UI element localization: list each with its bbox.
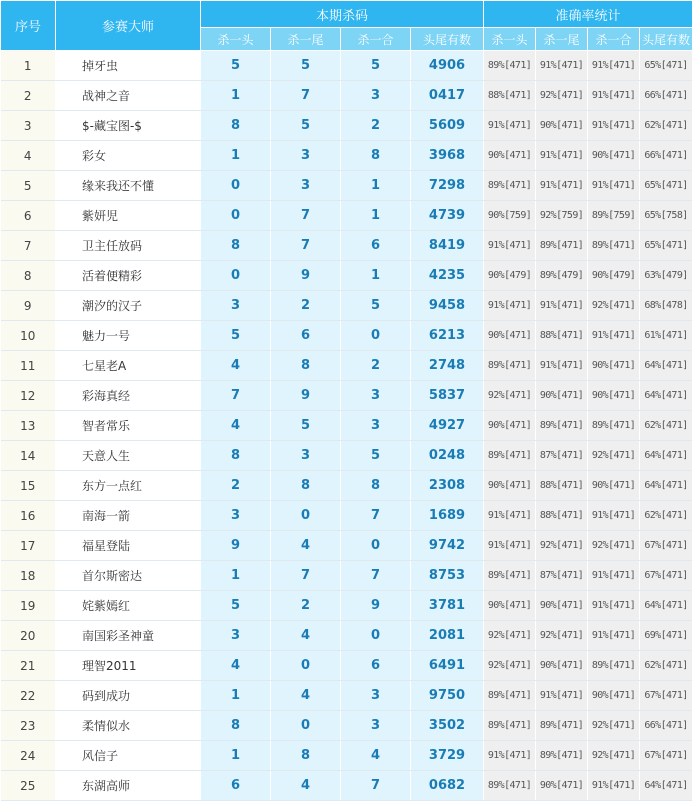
kill-tail: 2 [271,591,341,621]
accuracy-tail: 90%[471] [536,381,588,411]
kill-head: 6 [201,771,271,801]
master-name: 南海一箭 [56,501,201,531]
accuracy-head: 89%[471] [484,51,536,81]
accuracy-sum: 91%[471] [588,171,640,201]
row-index: 5 [1,171,56,201]
accuracy-headtail: 62%[471] [640,411,692,441]
table-row [1,531,692,561]
kill-headtail: 0682 [411,771,484,801]
accuracy-tail: 89%[471] [536,711,588,741]
accuracy-tail: 91%[471] [536,141,588,171]
kill-headtail: 9742 [411,531,484,561]
kill-sum: 1 [341,171,411,201]
table-row [1,441,692,471]
kill-tail: 5 [271,111,341,141]
table-row [1,51,692,81]
kill-sum: 5 [341,291,411,321]
accuracy-headtail: 62%[471] [640,501,692,531]
kill-head: 7 [201,381,271,411]
accuracy-headtail: 65%[758] [640,201,692,231]
accuracy-sum: 91%[471] [588,111,640,141]
row-index: 16 [1,501,56,531]
kill-tail: 0 [271,501,341,531]
kill-sum: 0 [341,621,411,651]
accuracy-headtail: 65%[471] [640,51,692,81]
master-name: 魅力一号 [56,321,201,351]
kill-head: 4 [201,651,271,681]
master-name: 码到成功 [56,681,201,711]
kill-sum: 7 [341,501,411,531]
row-index: 17 [1,531,56,561]
accuracy-tail: 87%[471] [536,441,588,471]
master-name: $-藏宝图-$ [56,111,201,141]
accuracy-head: 89%[471] [484,171,536,201]
kill-headtail: 3968 [411,141,484,171]
table-row [1,771,692,801]
accuracy-tail: 88%[471] [536,321,588,351]
accuracy-tail: 87%[471] [536,561,588,591]
table-row [1,711,692,741]
kill-sum: 4 [341,741,411,771]
accuracy-head: 89%[471] [484,681,536,711]
kill-tail: 7 [271,201,341,231]
accuracy-tail: 89%[471] [536,231,588,261]
table-row [1,411,692,441]
row-index: 23 [1,711,56,741]
accuracy-head: 91%[471] [484,501,536,531]
master-name: 风信子 [56,741,201,771]
accuracy-headtail: 62%[471] [640,651,692,681]
kill-head: 0 [201,261,271,291]
master-name: 首尔斯密达 [56,561,201,591]
table-row [1,231,692,261]
accuracy-sum: 91%[471] [588,771,640,801]
kill-headtail: 6213 [411,321,484,351]
row-index: 1 [1,51,56,81]
row-index: 22 [1,681,56,711]
master-name: 智者常乐 [56,411,201,441]
accuracy-tail: 90%[471] [536,651,588,681]
accuracy-tail: 91%[471] [536,351,588,381]
accuracy-tail: 91%[471] [536,291,588,321]
kill-sum: 3 [341,411,411,441]
row-index: 3 [1,111,56,141]
row-index: 7 [1,231,56,261]
accuracy-sum: 90%[471] [588,381,640,411]
kill-tail: 0 [271,651,341,681]
row-index: 20 [1,621,56,651]
header-accuracy-group: 准确率统计 [484,1,692,28]
kill-sum: 2 [341,351,411,381]
row-index: 18 [1,561,56,591]
kill-tail: 2 [271,291,341,321]
kill-headtail: 3502 [411,711,484,741]
kill-tail: 7 [271,561,341,591]
accuracy-headtail: 66%[471] [640,81,692,111]
kill-head: 5 [201,591,271,621]
master-name: 彩女 [56,141,201,171]
accuracy-head: 89%[471] [484,711,536,741]
accuracy-head: 92%[471] [484,381,536,411]
accuracy-tail: 90%[471] [536,771,588,801]
row-index: 4 [1,141,56,171]
accuracy-sum: 91%[471] [588,621,640,651]
header-kill-headtail: 头尾有数 [411,28,484,51]
row-index: 12 [1,381,56,411]
row-index: 14 [1,441,56,471]
accuracy-head: 89%[471] [484,351,536,381]
kill-tail: 6 [271,321,341,351]
accuracy-head: 91%[471] [484,741,536,771]
accuracy-head: 91%[471] [484,531,536,561]
kill-headtail: 9458 [411,291,484,321]
accuracy-head: 89%[471] [484,771,536,801]
accuracy-head: 88%[471] [484,81,536,111]
accuracy-head: 89%[471] [484,441,536,471]
kill-head: 4 [201,351,271,381]
kill-head: 3 [201,501,271,531]
accuracy-head: 92%[471] [484,651,536,681]
accuracy-head: 90%[471] [484,321,536,351]
kill-head: 8 [201,711,271,741]
kill-headtail: 4235 [411,261,484,291]
kill-headtail: 4739 [411,201,484,231]
kill-head: 1 [201,681,271,711]
row-index: 2 [1,81,56,111]
master-name: 南国彩圣神童 [56,621,201,651]
accuracy-tail: 91%[471] [536,51,588,81]
kill-head: 0 [201,171,271,201]
kill-sum: 9 [341,591,411,621]
accuracy-headtail: 63%[479] [640,261,692,291]
accuracy-sum: 91%[471] [588,591,640,621]
accuracy-sum: 91%[471] [588,51,640,81]
accuracy-sum: 89%[759] [588,201,640,231]
kill-sum: 3 [341,681,411,711]
accuracy-headtail: 66%[471] [640,141,692,171]
accuracy-tail: 92%[759] [536,201,588,231]
master-name: 战神之音 [56,81,201,111]
row-index: 19 [1,591,56,621]
accuracy-sum: 90%[471] [588,681,640,711]
accuracy-head: 90%[479] [484,261,536,291]
table-row [1,621,692,651]
accuracy-tail: 88%[471] [536,471,588,501]
master-name: 缘来我还不懂 [56,171,201,201]
row-index: 9 [1,291,56,321]
accuracy-sum: 91%[471] [588,501,640,531]
kill-sum: 3 [341,711,411,741]
accuracy-tail: 89%[471] [536,741,588,771]
kill-sum: 6 [341,231,411,261]
kill-headtail: 6491 [411,651,484,681]
kill-headtail: 9750 [411,681,484,711]
accuracy-sum: 90%[471] [588,351,640,381]
kill-head: 1 [201,141,271,171]
accuracy-sum: 91%[471] [588,81,640,111]
kill-sum: 6 [341,651,411,681]
accuracy-headtail: 62%[471] [640,111,692,141]
accuracy-headtail: 64%[471] [640,351,692,381]
accuracy-sum: 91%[471] [588,321,640,351]
kill-head: 1 [201,81,271,111]
kill-headtail: 5609 [411,111,484,141]
header-kill-head: 杀一头 [201,28,271,51]
row-index: 11 [1,351,56,381]
accuracy-head: 91%[471] [484,231,536,261]
kill-head: 5 [201,321,271,351]
header-kill-group: 本期杀码 [201,1,484,28]
master-name: 东湖高师 [56,771,201,801]
table-row [1,501,692,531]
header-acc-sum: 杀一合 [588,28,640,51]
kill-head: 1 [201,741,271,771]
kill-headtail: 4906 [411,51,484,81]
kill-sum: 3 [341,381,411,411]
table-row [1,291,692,321]
kill-tail: 4 [271,621,341,651]
accuracy-headtail: 61%[471] [640,321,692,351]
table-row [1,201,692,231]
accuracy-head: 91%[471] [484,111,536,141]
kill-sum: 1 [341,261,411,291]
header-index: 序号 [1,1,56,51]
kill-head: 0 [201,201,271,231]
kill-headtail: 3729 [411,741,484,771]
kill-sum: 1 [341,201,411,231]
kill-headtail: 0248 [411,441,484,471]
accuracy-tail: 91%[471] [536,171,588,201]
kill-headtail: 3781 [411,591,484,621]
kill-tail: 4 [271,681,341,711]
kill-sum: 0 [341,321,411,351]
table-row [1,591,692,621]
kill-headtail: 4927 [411,411,484,441]
kill-headtail: 8419 [411,231,484,261]
accuracy-sum: 92%[471] [588,711,640,741]
accuracy-headtail: 67%[471] [640,681,692,711]
kill-tail: 5 [271,411,341,441]
kill-sum: 3 [341,81,411,111]
kill-head: 8 [201,111,271,141]
kill-head: 8 [201,231,271,261]
kill-tail: 0 [271,711,341,741]
accuracy-sum: 92%[471] [588,441,640,471]
accuracy-head: 90%[471] [484,411,536,441]
accuracy-headtail: 64%[471] [640,771,692,801]
accuracy-tail: 91%[471] [536,681,588,711]
master-name: 姹紫嫣红 [56,591,201,621]
kill-tail: 9 [271,261,341,291]
accuracy-tail: 90%[471] [536,591,588,621]
accuracy-sum: 90%[471] [588,141,640,171]
header-kill-tail: 杀一尾 [271,28,341,51]
kill-sum: 7 [341,561,411,591]
table-row [1,321,692,351]
kill-sum: 7 [341,771,411,801]
master-name: 卫主任放码 [56,231,201,261]
header-acc-headtail: 头尾有数 [640,28,692,51]
kill-headtail: 1689 [411,501,484,531]
accuracy-headtail: 65%[471] [640,171,692,201]
kill-tail: 8 [271,741,341,771]
kill-head: 3 [201,621,271,651]
kill-tail: 7 [271,81,341,111]
accuracy-headtail: 67%[471] [640,741,692,771]
kill-headtail: 8753 [411,561,484,591]
master-name: 掉牙虫 [56,51,201,81]
accuracy-sum: 92%[471] [588,741,640,771]
table-row [1,141,692,171]
kill-headtail: 2081 [411,621,484,651]
table-row [1,561,692,591]
kill-tail: 8 [271,471,341,501]
accuracy-tail: 88%[471] [536,501,588,531]
table-row [1,681,692,711]
master-name: 潮汐的汉子 [56,291,201,321]
master-name: 天意人生 [56,441,201,471]
row-index: 25 [1,771,56,801]
kill-headtail: 5837 [411,381,484,411]
header-kill-sum: 杀一合 [341,28,411,51]
accuracy-tail: 90%[471] [536,111,588,141]
accuracy-head: 89%[471] [484,561,536,591]
table-row [1,381,692,411]
accuracy-head: 92%[471] [484,621,536,651]
header-acc-head: 杀一头 [484,28,536,51]
kill-sum: 5 [341,441,411,471]
kill-tail: 4 [271,771,341,801]
table-row [1,171,692,201]
header-acc-tail: 杀一尾 [536,28,588,51]
row-index: 21 [1,651,56,681]
accuracy-headtail: 64%[471] [640,471,692,501]
kill-tail: 7 [271,231,341,261]
kill-sum: 8 [341,141,411,171]
accuracy-head: 91%[471] [484,291,536,321]
table-row [1,81,692,111]
accuracy-headtail: 64%[471] [640,441,692,471]
kill-tail: 5 [271,51,341,81]
accuracy-sum: 92%[471] [588,291,640,321]
accuracy-tail: 89%[479] [536,261,588,291]
accuracy-head: 90%[471] [484,591,536,621]
accuracy-tail: 92%[471] [536,531,588,561]
kill-tail: 4 [271,531,341,561]
accuracy-head: 90%[471] [484,141,536,171]
accuracy-sum: 89%[471] [588,411,640,441]
accuracy-sum: 89%[471] [588,231,640,261]
kill-head: 2 [201,471,271,501]
row-index: 15 [1,471,56,501]
accuracy-headtail: 69%[471] [640,621,692,651]
master-name: 福星登陆 [56,531,201,561]
kill-sum: 5 [341,51,411,81]
kill-head: 9 [201,531,271,561]
master-name: 活着便精彩 [56,261,201,291]
accuracy-headtail: 64%[471] [640,381,692,411]
table-row [1,471,692,501]
accuracy-tail: 92%[471] [536,621,588,651]
table-body [1,51,692,801]
row-index: 13 [1,411,56,441]
accuracy-headtail: 67%[471] [640,561,692,591]
kill-tail: 3 [271,441,341,471]
master-name: 紫妍児 [56,201,201,231]
table-row [1,351,692,381]
kill-sum: 8 [341,471,411,501]
accuracy-headtail: 64%[471] [640,591,692,621]
accuracy-tail: 92%[471] [536,81,588,111]
master-name: 东方一点红 [56,471,201,501]
kill-headtail: 2748 [411,351,484,381]
kill-head: 5 [201,51,271,81]
kill-sum: 2 [341,111,411,141]
header-master: 参赛大师 [56,1,201,51]
accuracy-headtail: 68%[478] [640,291,692,321]
master-name: 理智2011 [56,651,201,681]
kill-headtail: 2308 [411,471,484,501]
kill-tail: 3 [271,141,341,171]
kill-head: 4 [201,411,271,441]
row-index: 10 [1,321,56,351]
accuracy-sum: 90%[479] [588,261,640,291]
master-name: 七星老A [56,351,201,381]
row-index: 6 [1,201,56,231]
kill-tail: 3 [271,171,341,201]
kill-headtail: 7298 [411,171,484,201]
kill-head: 3 [201,291,271,321]
accuracy-head: 90%[471] [484,471,536,501]
accuracy-headtail: 67%[471] [640,531,692,561]
kill-tail: 8 [271,351,341,381]
table-row [1,111,692,141]
table-row [1,741,692,771]
accuracy-tail: 89%[471] [536,411,588,441]
row-index: 8 [1,261,56,291]
accuracy-sum: 91%[471] [588,561,640,591]
kill-headtail: 0417 [411,81,484,111]
table-row [1,651,692,681]
row-index: 24 [1,741,56,771]
accuracy-sum: 90%[471] [588,471,640,501]
master-name: 柔情似水 [56,711,201,741]
master-name: 彩海真经 [56,381,201,411]
accuracy-sum: 92%[471] [588,531,640,561]
accuracy-headtail: 66%[471] [640,711,692,741]
kill-head: 1 [201,561,271,591]
accuracy-headtail: 65%[471] [640,231,692,261]
kill-tail: 9 [271,381,341,411]
kill-sum: 0 [341,531,411,561]
kill-head: 8 [201,441,271,471]
accuracy-head: 90%[759] [484,201,536,231]
accuracy-sum: 89%[471] [588,651,640,681]
table-row [1,261,692,291]
